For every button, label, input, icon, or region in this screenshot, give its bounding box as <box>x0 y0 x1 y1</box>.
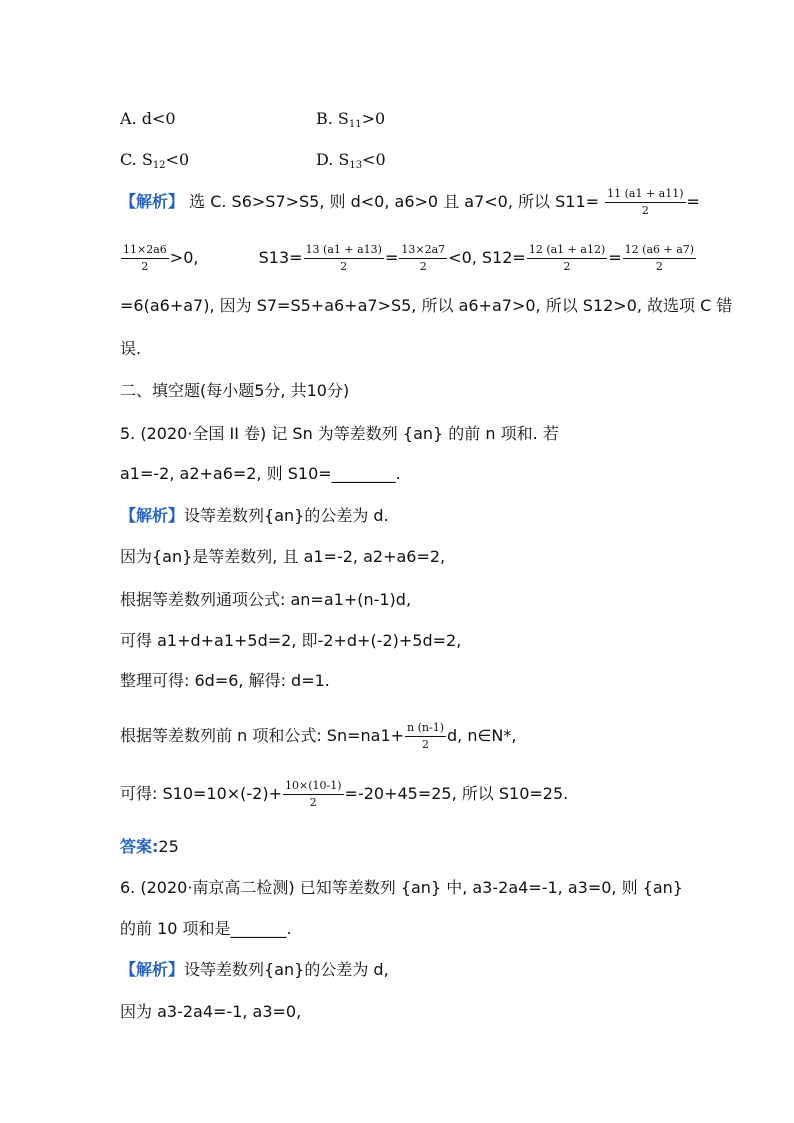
fraction: $\frac{n (n-1)}{2}$ <box>407 721 444 751</box>
q5-analysis-line-1: 【解析】设等差数列{an}的公差为 d. <box>120 506 389 525</box>
fraction: $\frac{12 (a1 + a12)}{2}$ <box>528 243 606 273</box>
q5-analysis-line-2: 因为{an}是等差数列, 且 a1=-2, a2+a6=2, <box>120 547 446 566</box>
q5-stem-line-2: a1=-2, a2+a6=2, 则 S10=________. <box>120 464 401 483</box>
q5-answer <box>120 836 179 858</box>
q6-analysis-line-1: 【解析】设等差数列{an}的公差为 d, <box>120 960 389 979</box>
analysis-label: 【解析】 <box>120 960 185 979</box>
q5-analysis-line-5: 整理可得: 6d=6, 解得: d=1. <box>120 671 330 690</box>
section-heading: 二、填空题(每小题5分, 共10分) <box>120 381 350 400</box>
q5-analysis-line-4: 可得 a1+d+a1+5d=2, 即-2+d+(-2)+5d=2, <box>120 631 462 650</box>
fraction: $\frac{12 (a6 + a7)}{2}$ <box>624 243 695 273</box>
fraction: $\frac{11 (a1 + a11)}{2}$ <box>607 187 684 217</box>
q5-stem-line-1: 5. (2020·全国 II 卷) 记 Sn 为等差数列 {an} 的前 n 项和. 若 <box>120 424 559 443</box>
fraction: $\frac{10\times(10-1)}{2}$ <box>285 779 342 809</box>
q4-analysis-line-2: $\frac{11\times 2a6}{2}$ >0, S13= $\frac{13 (a1 + a13)}{2}$ = $\frac{13\times 2a7}{2}$ <0, S12= $\frac{12 (a1 + a12)}{2}$ = $\frac{12 (a6 + a7)}{2}$ <box>123 243 695 273</box>
q5-analysis-line-7: 可得: S10=10×(-2)+ $\frac{10\times(10-1)}{2}$ =-20+45=25, 所以 S10=25. <box>120 779 569 809</box>
analysis-label: 【解析】 <box>120 506 185 525</box>
fraction: $\frac{13 (a1 + a13)}{2}$ <box>305 243 382 273</box>
option-b: B. $S_{11}>0$ <box>316 109 386 130</box>
option-c: C. $S_{12}<0$ <box>120 150 190 171</box>
q5-analysis-line-3: 根据等差数列通项公式: an=a1+(n-1)d, <box>120 590 412 609</box>
q6-stem-line-2: 的前 10 项和是_______. <box>120 919 292 938</box>
fraction: $\frac{13\times 2a7}{2}$ <box>401 243 446 273</box>
q5-analysis-line-6: 根据等差数列前 n 项和公式: Sn=na1+ $\frac{n (n-1)}{2}$ d, n∈N*, <box>120 721 517 751</box>
option-d: D. $S_{13}<0$ <box>316 150 386 171</box>
analysis-text: 选 C. S6>S7>S5, 则 d<0, a6>0 且 a7<0, 所以 S11= <box>189 192 600 211</box>
q6-analysis-line-2: 因为 a3-2a4=-1, a3=0, <box>120 1002 302 1021</box>
q4-analysis-line-3: =6(a6+a7), 因为 S7=S5+a6+a7>S5, 所以 a6+a7>0, 所以 S12>0, 故选项 C 错 <box>120 296 733 315</box>
q4-analysis-line-1: 【解析】 选 C. S6>S7>S5, 则 d<0, a6>0 且 a7<0, 所以 S11= $\frac{11 (a1 + a11)}{2}$ = <box>120 187 700 217</box>
option-a: A. d<0 <box>120 109 176 128</box>
answer-label: 答案: <box>120 837 159 856</box>
analysis-label: 【解析】 <box>120 192 185 211</box>
q4-analysis-line-4: 误. <box>120 339 142 358</box>
answer-value: 25 <box>158 837 179 856</box>
fraction: $\frac{11\times 2a6}{2}$ <box>123 243 167 273</box>
q6-stem-line-1: 6. (2020·南京高二检测) 已知等差数列 {an} 中, a3-2a4=-1, a3=0, 则 {an} <box>120 878 683 897</box>
